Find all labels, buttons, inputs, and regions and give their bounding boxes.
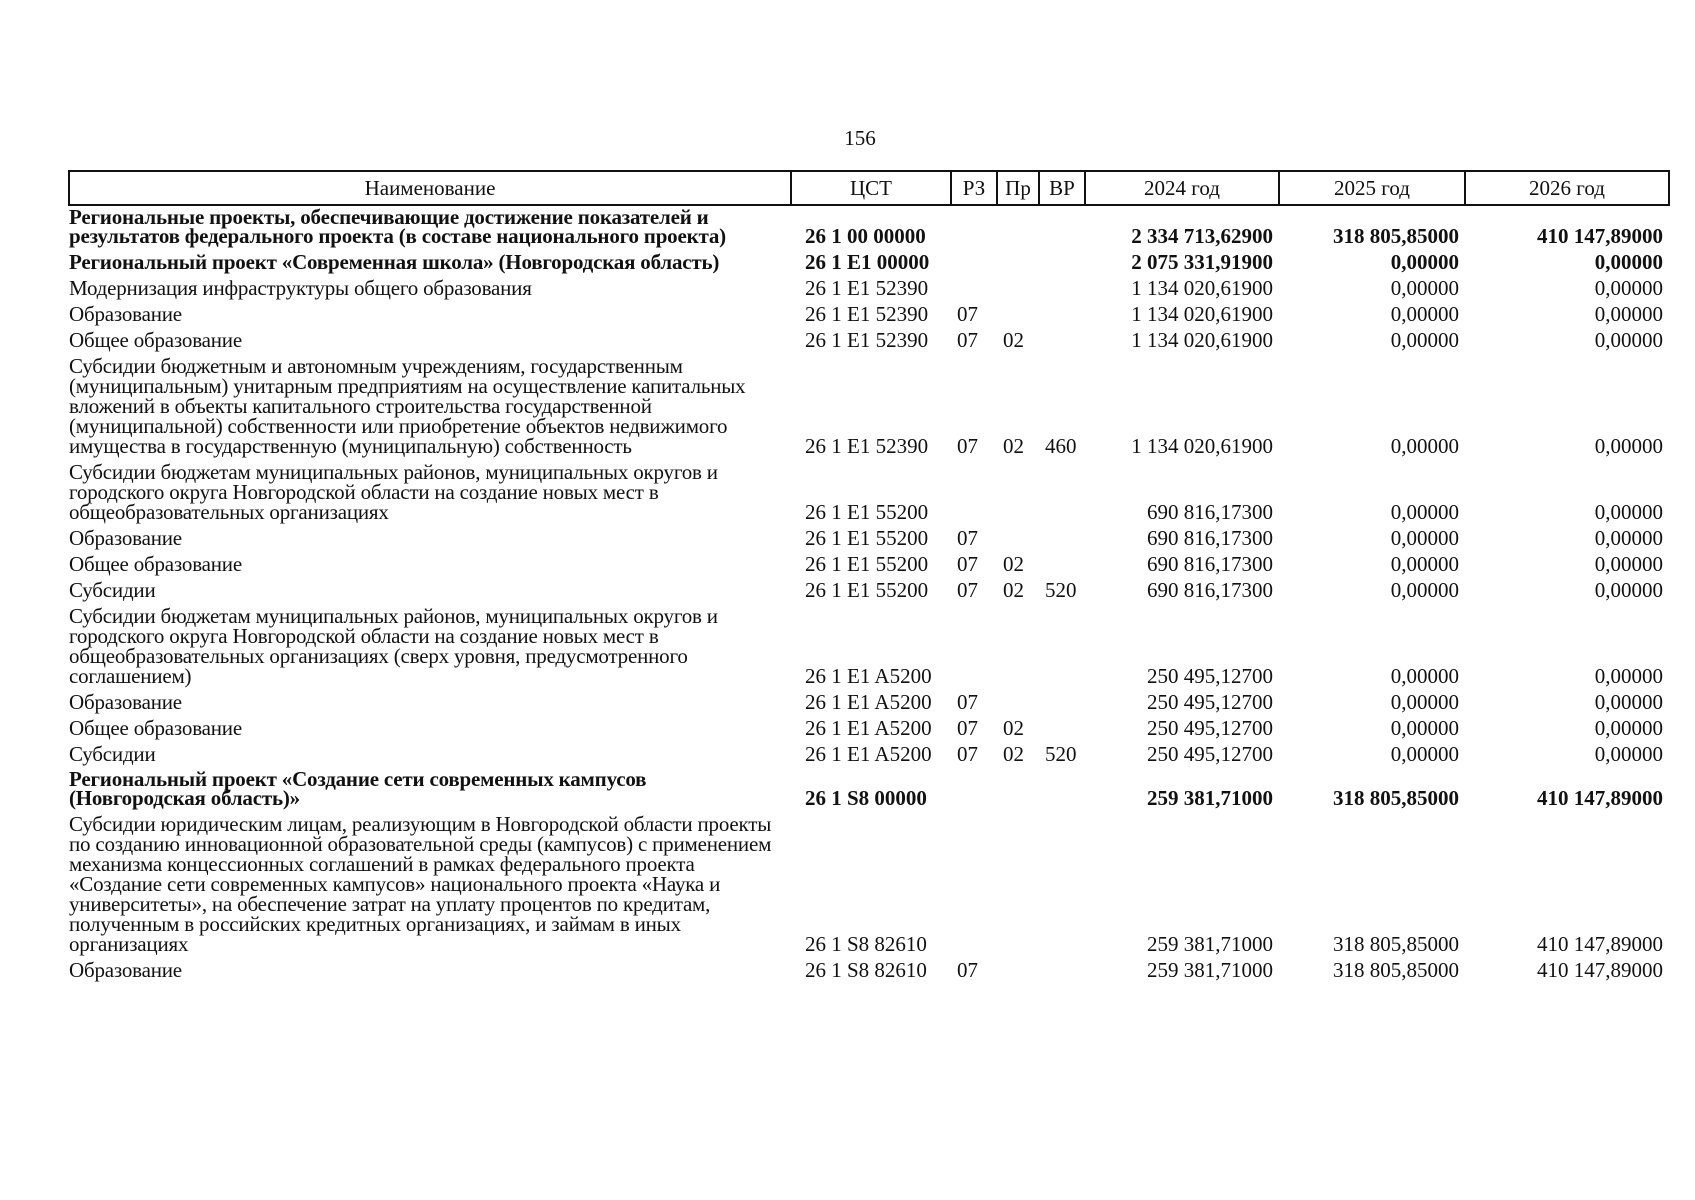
table-row (69, 690, 1669, 716)
table-row (69, 526, 1669, 552)
cell-2024: 1 134 020,61900 (1131, 276, 1273, 300)
cell-rz: 07 (957, 302, 978, 326)
cell-name: Субсидии юридическим лицам, реализующим в Новгородской области проекты по созданию инновационной образовательной среды (кампусов) с применением механизма концессионных соглашений в рамках федерального проекта «Создание сети современных кампусов» национального проекта «Наука и университеты», на обеспечение затрат на уплату процентов по кредитам, полученным в российских кредитных организациях, и займам в иных организациях (69, 812, 772, 956)
cell-2026: 0,00000 (1594, 526, 1663, 550)
cell-2025: 318 805,85000 (1333, 786, 1459, 810)
cell-2024: 250 495,12700 (1147, 716, 1273, 740)
cell-2024: 250 495,12700 (1147, 742, 1273, 766)
header-pr: Пр (997, 171, 1039, 205)
cell-rz: 07 (957, 690, 978, 714)
cell-2025: 0,00000 (1390, 742, 1459, 766)
table-row (69, 354, 1669, 460)
cell-name: Модернизация инфраструктуры общего образования (69, 276, 532, 300)
cell-name: Субсидии (69, 578, 156, 602)
cell-rz: 07 (957, 328, 978, 352)
cell-2025: 0,00000 (1390, 664, 1459, 688)
cell-rz: 07 (957, 434, 978, 458)
header-rz: РЗ (951, 171, 997, 205)
header-vr: ВР (1039, 171, 1085, 205)
table-row (69, 302, 1669, 328)
table-row (69, 552, 1669, 578)
cell-cst: 26 1 S8 00000 (805, 786, 927, 810)
cell-vr (1039, 768, 1085, 812)
cell-pr (997, 690, 1039, 716)
table-row (69, 328, 1669, 354)
cell-2025: 0,00000 (1390, 526, 1459, 550)
cell-rz (951, 460, 997, 526)
cell-rz (951, 768, 997, 812)
cell-pr: 02 (1003, 434, 1024, 458)
page-number: 156 (844, 126, 876, 150)
cell-rz (951, 205, 997, 250)
cell-vr: 460 (1045, 434, 1077, 458)
cell-pr: 02 (1003, 716, 1024, 740)
budget-table (68, 170, 1670, 984)
cell-2024: 690 816,17300 (1147, 526, 1273, 550)
header-name: Наименование (69, 171, 791, 205)
cell-vr (1039, 460, 1085, 526)
cell-2026: 410 147,89000 (1537, 786, 1663, 810)
cell-2025: 0,00000 (1390, 578, 1459, 602)
cell-2026: 0,00000 (1594, 690, 1663, 714)
cell-rz: 07 (957, 578, 978, 602)
cell-2024: 690 816,17300 (1147, 500, 1273, 524)
cell-2024: 259 381,71000 (1147, 932, 1273, 956)
table-header-row (69, 171, 1669, 205)
cell-cst: 26 1 00 00000 (805, 224, 926, 248)
cell-2024: 250 495,12700 (1147, 664, 1273, 688)
cell-vr (1039, 302, 1085, 328)
cell-vr: 520 (1045, 742, 1077, 766)
cell-rz (951, 812, 997, 958)
cell-cst: 26 1 E1 A5200 (805, 742, 932, 766)
table-row-section (69, 205, 1669, 250)
cell-vr (1039, 552, 1085, 578)
cell-2026: 410 147,89000 (1537, 932, 1663, 956)
cell-cst: 26 1 E1 55200 (805, 500, 929, 524)
cell-vr (1039, 690, 1085, 716)
cell-pr: 02 (1003, 742, 1024, 766)
cell-vr (1039, 328, 1085, 354)
cell-name: Субсидии бюджетным и автономным учреждениям, государственным (муниципальным) унитарным предприятиям на осуществление капитальных вложений в объекты капитального строительства государственной (муниципальной) собственности или приобретение объектов недвижимого имущества в государственную (муниципальную) собственность (69, 354, 746, 458)
header-2025: 2025 год (1279, 171, 1465, 205)
cell-cst: 26 1 E1 55200 (805, 578, 929, 602)
cell-cst: 26 1 E1 00000 (805, 250, 930, 274)
cell-pr (997, 812, 1039, 958)
cell-2026: 0,00000 (1594, 250, 1663, 274)
cell-pr (997, 768, 1039, 812)
table-row (69, 958, 1669, 984)
cell-rz (951, 250, 997, 276)
cell-2025: 0,00000 (1390, 250, 1459, 274)
cell-2025: 318 805,85000 (1333, 224, 1459, 248)
cell-2025: 0,00000 (1390, 276, 1459, 300)
cell-name: Общее образование (69, 716, 242, 740)
cell-2025: 0,00000 (1390, 690, 1459, 714)
table-row (69, 812, 1669, 958)
table-row-section (69, 768, 1669, 812)
cell-name: Субсидии бюджетам муниципальных районов, муниципальных округов и городского округа Новгородской области на создание новых мест в общеобразовательных организациях (69, 460, 718, 524)
cell-2025: 0,00000 (1390, 434, 1459, 458)
table-row (69, 604, 1669, 690)
cell-rz (951, 276, 997, 302)
cell-2024: 690 816,17300 (1147, 552, 1273, 576)
table-row-section (69, 250, 1669, 276)
cell-pr (997, 958, 1039, 984)
cell-vr: 520 (1045, 578, 1077, 602)
cell-rz: 07 (957, 552, 978, 576)
cell-pr: 02 (1003, 328, 1024, 352)
cell-name: Образование (69, 958, 182, 982)
header-2024: 2024 год (1085, 171, 1279, 205)
cell-2026: 0,00000 (1594, 276, 1663, 300)
table-row (69, 716, 1669, 742)
cell-2026: 0,00000 (1594, 716, 1663, 740)
cell-cst: 26 1 E1 52390 (805, 328, 929, 352)
cell-vr (1039, 250, 1085, 276)
cell-pr (997, 276, 1039, 302)
cell-pr (997, 302, 1039, 328)
cell-cst: 26 1 E1 55200 (805, 526, 929, 550)
cell-2024: 259 381,71000 (1147, 958, 1273, 982)
cell-2026: 0,00000 (1594, 500, 1663, 524)
cell-2026: 410 147,89000 (1537, 958, 1663, 982)
cell-vr (1039, 276, 1085, 302)
cell-vr (1039, 526, 1085, 552)
cell-name: Общее образование (69, 552, 242, 576)
cell-2024: 2 075 331,91900 (1131, 250, 1273, 274)
cell-2024: 690 816,17300 (1147, 578, 1273, 602)
cell-cst: 26 1 S8 82610 (805, 958, 927, 982)
cell-cst: 26 1 E1 52390 (805, 276, 929, 300)
cell-vr (1039, 958, 1085, 984)
cell-2026: 0,00000 (1594, 578, 1663, 602)
cell-cst: 26 1 E1 55200 (805, 552, 929, 576)
cell-name: Субсидии бюджетам муниципальных районов, муниципальных округов и городского округа Новгородской области на создание новых мест в общеобразовательных организациях (сверх уровня, предусмотренного соглашением) (69, 604, 718, 688)
cell-cst: 26 1 E1 A5200 (805, 716, 932, 740)
cell-name: Образование (69, 690, 182, 714)
cell-pr (997, 604, 1039, 690)
cell-name: Региональный проект «Современная школа» (Новгородская область) (69, 250, 720, 274)
cell-2025: 318 805,85000 (1333, 932, 1459, 956)
cell-pr (997, 250, 1039, 276)
cell-cst: 26 1 S8 82610 (805, 932, 927, 956)
cell-vr (1039, 205, 1085, 250)
cell-rz: 07 (957, 526, 978, 550)
cell-pr (997, 526, 1039, 552)
cell-2026: 0,00000 (1594, 434, 1663, 458)
cell-rz: 07 (957, 742, 978, 766)
cell-2024: 2 334 713,62900 (1131, 224, 1273, 248)
cell-name: Образование (69, 526, 182, 550)
cell-2024: 250 495,12700 (1147, 690, 1273, 714)
cell-2024: 259 381,71000 (1147, 786, 1273, 810)
cell-2026: 0,00000 (1594, 742, 1663, 766)
cell-2025: 0,00000 (1390, 500, 1459, 524)
cell-vr (1039, 604, 1085, 690)
table-row (69, 460, 1669, 526)
cell-2026: 0,00000 (1594, 302, 1663, 326)
cell-2024: 1 134 020,61900 (1131, 302, 1273, 326)
cell-cst: 26 1 E1 A5200 (805, 664, 932, 688)
cell-cst: 26 1 E1 A5200 (805, 690, 932, 714)
cell-2025: 0,00000 (1390, 328, 1459, 352)
cell-2025: 0,00000 (1390, 302, 1459, 326)
cell-rz: 07 (957, 716, 978, 740)
cell-vr (1039, 716, 1085, 742)
cell-2026: 0,00000 (1594, 664, 1663, 688)
header-cst: ЦСТ (791, 171, 951, 205)
cell-pr (997, 205, 1039, 250)
cell-2025: 0,00000 (1390, 716, 1459, 740)
cell-2026: 0,00000 (1594, 328, 1663, 352)
cell-2024: 1 134 020,61900 (1131, 328, 1273, 352)
header-2026: 2026 год (1465, 171, 1669, 205)
cell-2026: 0,00000 (1594, 552, 1663, 576)
cell-pr (997, 460, 1039, 526)
cell-rz (951, 604, 997, 690)
cell-pr: 02 (1003, 578, 1024, 602)
cell-vr (1039, 812, 1085, 958)
cell-name: Общее образование (69, 328, 242, 352)
cell-2025: 318 805,85000 (1333, 958, 1459, 982)
cell-cst: 26 1 E1 52390 (805, 434, 929, 458)
cell-pr: 02 (1003, 552, 1024, 576)
table-row (69, 578, 1669, 604)
cell-name: Региональный проект «Создание сети современных кампусов (Новгородская область)» (69, 767, 647, 810)
cell-2025: 0,00000 (1390, 552, 1459, 576)
cell-name: Образование (69, 302, 182, 326)
table-body (69, 205, 1669, 984)
cell-name: Субсидии (69, 742, 156, 766)
table-row (69, 742, 1669, 768)
cell-2024: 1 134 020,61900 (1131, 434, 1273, 458)
cell-name: Региональные проекты, обеспечивающие достижение показателей и результатов федерального проекта (в составе национального проекта) (69, 205, 726, 248)
cell-rz: 07 (957, 958, 978, 982)
cell-2026: 410 147,89000 (1537, 224, 1663, 248)
table-row (69, 276, 1669, 302)
cell-cst: 26 1 E1 52390 (805, 302, 929, 326)
